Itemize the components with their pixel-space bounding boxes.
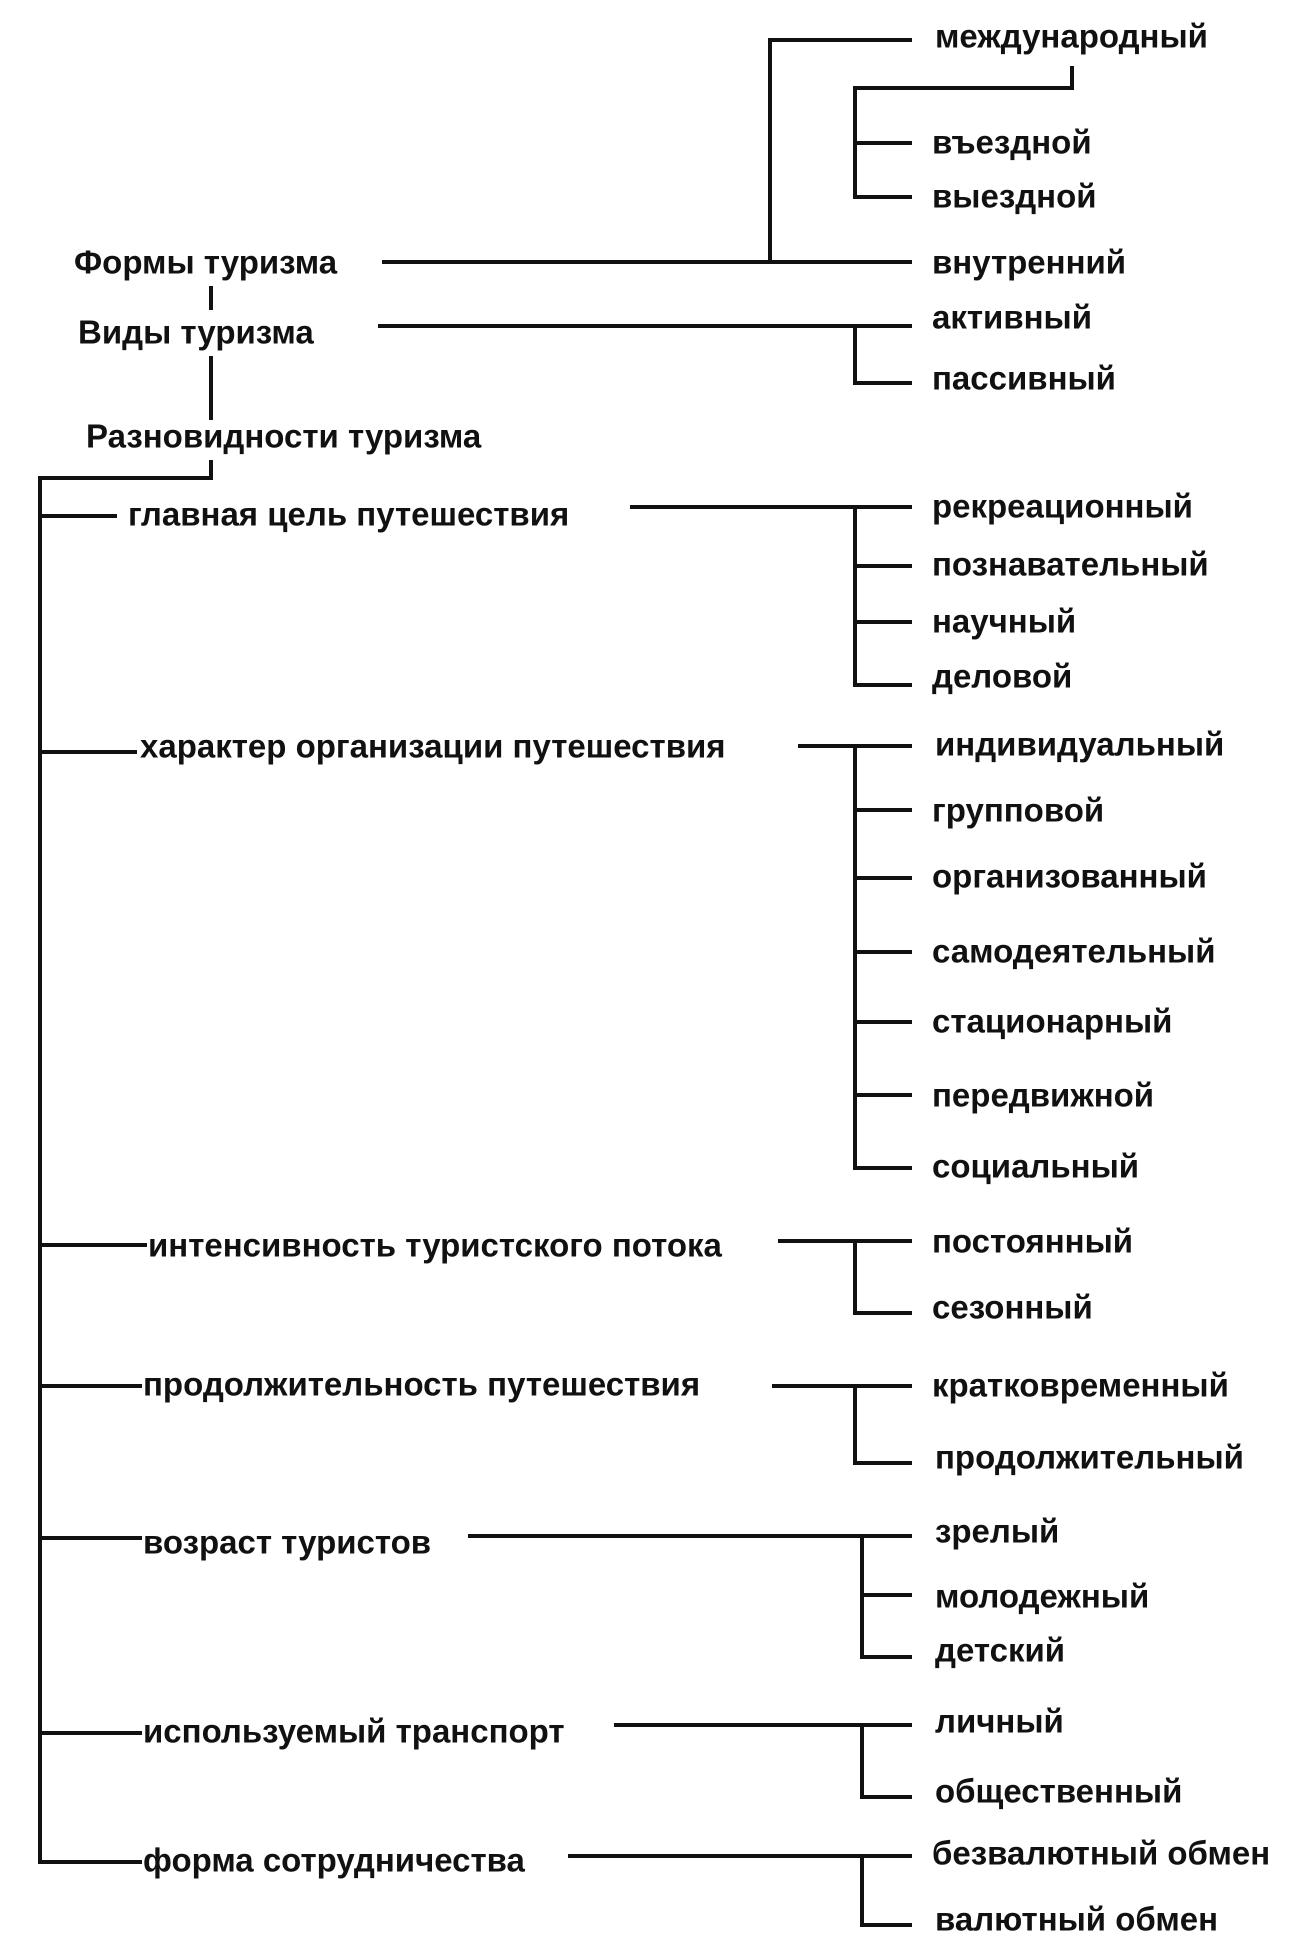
group-label: продолжительность путешествия bbox=[143, 1365, 701, 1403]
seasonal-label: сезонный bbox=[932, 1288, 1093, 1326]
group-label: используемый транспорт bbox=[143, 1712, 565, 1750]
amateur-label: самодеятельный bbox=[932, 932, 1216, 970]
group-label: интенсивность туристского потока bbox=[148, 1226, 722, 1264]
business-label: деловой bbox=[932, 657, 1073, 695]
domestic-label: внутренний bbox=[932, 243, 1127, 281]
social-label: социальный bbox=[932, 1147, 1140, 1185]
group-tour-label: групповой bbox=[932, 791, 1105, 829]
short-term-label: кратковременный bbox=[932, 1366, 1229, 1404]
currency-exchange-label: валютный обмен bbox=[935, 1900, 1219, 1938]
group-transport bbox=[40, 1703, 1182, 1810]
group-organization bbox=[40, 726, 1224, 1185]
group-label: форма сотрудничества bbox=[143, 1841, 525, 1879]
children-label: детский bbox=[935, 1631, 1066, 1669]
group-main-purpose bbox=[40, 488, 1209, 695]
group-label: возраст туристов bbox=[143, 1523, 432, 1561]
permanent-label: постоянный bbox=[932, 1222, 1134, 1260]
non-currency-exchange-label: безвалютный обмен bbox=[932, 1834, 1271, 1872]
types-branch bbox=[78, 299, 1116, 397]
group-label: характер организации путешествия bbox=[140, 727, 726, 765]
inbound-label: въездной bbox=[932, 123, 1092, 161]
international-label: международный bbox=[935, 17, 1208, 55]
mature-label: зрелый bbox=[935, 1512, 1060, 1550]
recreational-label: рекреационный bbox=[932, 487, 1193, 525]
group-flow-intensity bbox=[40, 1223, 1133, 1326]
scientific-label: научный bbox=[932, 602, 1077, 640]
public-label: общественный bbox=[935, 1772, 1183, 1810]
cognitive-label: познавательный bbox=[932, 545, 1209, 583]
forms-branch bbox=[74, 18, 1208, 281]
long-term-label: продолжительный bbox=[935, 1438, 1244, 1476]
group-age bbox=[40, 1513, 1149, 1669]
personal-label: личный bbox=[935, 1702, 1064, 1740]
group-label: главная цель путешествия bbox=[128, 495, 570, 533]
types-label: Виды туризма bbox=[78, 313, 314, 351]
youth-label: молодежный bbox=[935, 1577, 1150, 1615]
stationary-label: стационарный bbox=[932, 1002, 1173, 1040]
outbound-label: выездной bbox=[932, 177, 1097, 215]
varieties-label: Разновидности туризма bbox=[86, 417, 482, 455]
group-cooperation bbox=[40, 1835, 1270, 1938]
individual-label: индивидуальный bbox=[935, 725, 1225, 763]
mobile-label: передвижной bbox=[932, 1076, 1155, 1114]
passive-label: пассивный bbox=[932, 359, 1116, 397]
active-label: активный bbox=[932, 298, 1093, 336]
group-duration bbox=[40, 1366, 1244, 1476]
organized-label: организованный bbox=[932, 857, 1207, 895]
forms-label: Формы туризма bbox=[74, 243, 338, 281]
